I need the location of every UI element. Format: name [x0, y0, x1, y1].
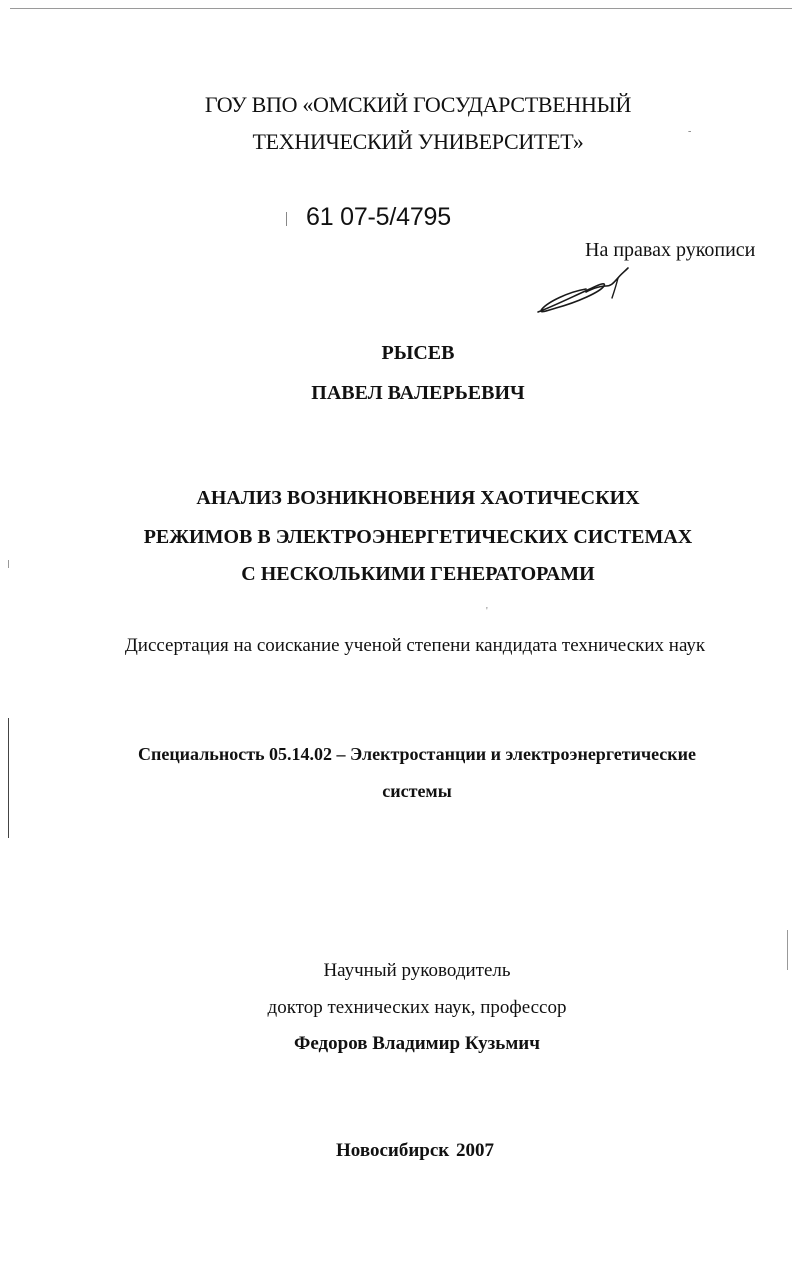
supervisor-name: Федоров Владимир Кузьмич: [294, 1033, 540, 1054]
specialty-line-1: Специальность 05.14.02 – Электростанции и электроэнергетические: [137, 744, 697, 764]
scan-margin-line: [8, 718, 9, 838]
scan-top-edge: [10, 8, 792, 9]
scan-speck: ': [486, 606, 488, 617]
library-stamp-number: 61 07-5/4795: [306, 203, 451, 231]
thesis-title-line-2: РЕЖИМОВ В ЭЛЕКТРОЭНЕРГЕТИЧЕСКИХ СИСТЕМАХ: [143, 526, 693, 548]
specialty-line-2: системы: [382, 781, 452, 801]
scan-speck: -: [688, 126, 692, 137]
signature-image: [534, 262, 634, 322]
author-surname: РЫСЕВ: [381, 342, 455, 364]
author-given-names: ПАВЕЛ ВАЛЕРЬЕВИЧ: [311, 382, 525, 404]
manuscript-rights-note: На правах рукописи: [585, 239, 756, 261]
dissertation-statement: Диссертация на соискание ученой степени кандидата технических наук: [124, 635, 706, 656]
city-and-year: Новосибирск 2007: [336, 1140, 494, 1161]
supervisor-degree: доктор технических наук, профессор: [267, 997, 567, 1018]
thesis-title-line-1: АНАЛИЗ ВОЗНИКНОВЕНИЯ ХАОТИЧЕСКИХ: [196, 487, 640, 509]
institution-line-1: ГОУ ВПО «ОМСКИЙ ГОСУДАРСТВЕННЫЙ: [204, 92, 632, 117]
stamp-mark: [286, 212, 287, 226]
supervisor-label: Научный руководитель: [323, 960, 511, 981]
thesis-title-line-3: С НЕСКОЛЬКИМИ ГЕНЕРАТОРАМИ: [241, 563, 595, 585]
institution-line-2: ТЕХНИЧЕСКИЙ УНИВЕРСИТЕТ»: [252, 129, 584, 154]
